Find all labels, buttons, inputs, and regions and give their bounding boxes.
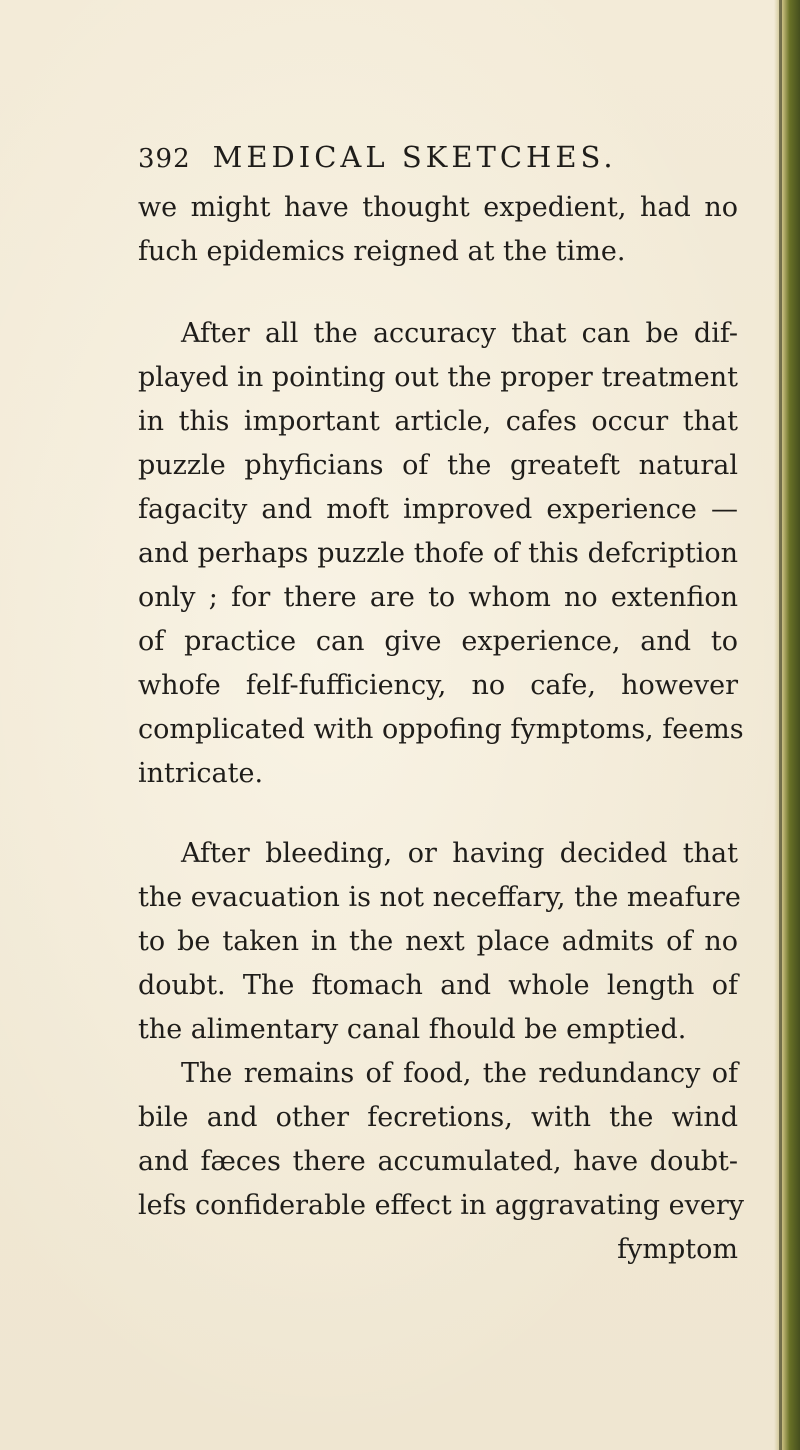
text-line: and fæces there accumulated, have doubt-	[138, 1146, 738, 1177]
text-line: we might have thought expedient, had no	[138, 192, 738, 223]
text-line: bile and other fecretions, with the wind	[138, 1102, 738, 1133]
body-text	[138, 186, 744, 1272]
book-spine-shadow	[774, 0, 800, 1450]
running-head	[138, 140, 617, 180]
text-line: lefs confiderable effect in aggravating every	[138, 1190, 744, 1221]
paragraph-4	[138, 1052, 744, 1228]
text-line: and perhaps puzzle thofe of this defcription	[138, 538, 738, 569]
text-line: After all the accuracy that can be dif-	[181, 318, 738, 349]
text-line: After bleeding, or having decided that	[181, 838, 738, 869]
text-line: The remains of food, the redundancy of	[181, 1058, 738, 1089]
text-line: doubt. The ftomach and whole length of	[138, 970, 738, 1001]
text-line: intricate.	[138, 758, 264, 789]
paragraph-1	[138, 186, 738, 274]
running-title: MEDICAL SKETCHES.	[212, 140, 617, 174]
text-line: fagacity and moft improved experience —	[138, 494, 738, 525]
text-line: complicated with oppofing fymptoms, feems	[138, 714, 744, 745]
paragraph-2	[138, 312, 744, 796]
text-line: only ; for there are to whom no extenfion	[138, 582, 738, 613]
paragraph-3	[138, 832, 741, 1052]
text-line: played in pointing out the proper treatment	[138, 362, 738, 393]
text-line: fuch epidemics reigned at the time.	[138, 236, 626, 267]
page-number: 392	[138, 144, 191, 174]
catchword: fymptom	[617, 1234, 738, 1265]
text-line: whofe felf-fufficiency, no cafe, however	[138, 670, 738, 701]
text-line: the alimentary canal fhould be emptied.	[138, 1014, 687, 1045]
book-gutter-line	[779, 0, 782, 1450]
text-line: the evacuation is not neceffary, the meafure	[138, 882, 741, 913]
text-line: puzzle phyficians of the greateft natural	[138, 450, 738, 481]
text-line: of practice can give experience, and to	[138, 626, 738, 657]
text-line: in this important article, cafes occur that	[138, 406, 738, 437]
text-line: to be taken in the next place admits of no	[138, 926, 738, 957]
